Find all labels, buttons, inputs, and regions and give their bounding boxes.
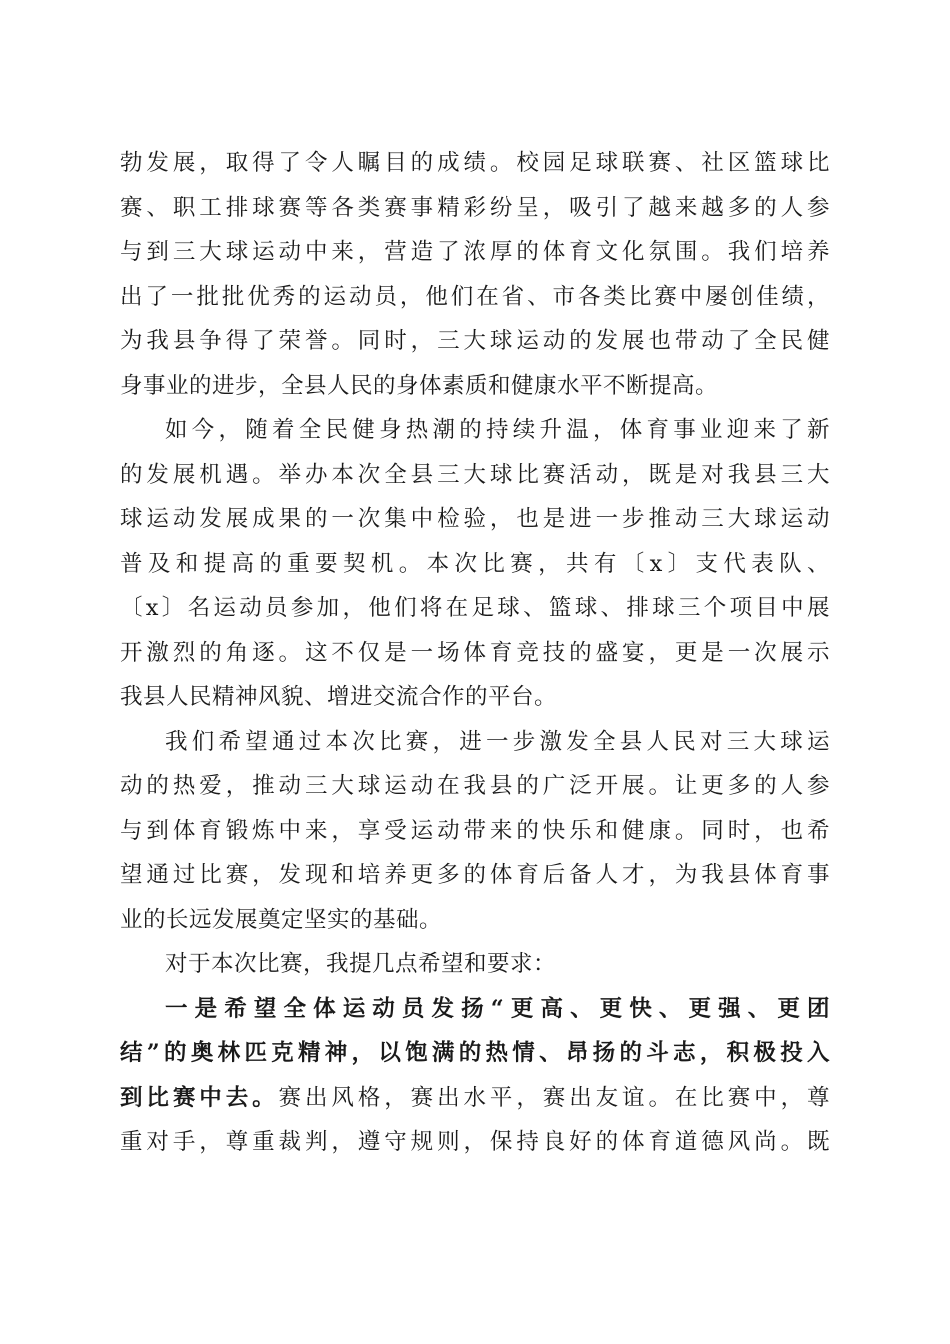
p3-line-4: 望通过比赛，发现和培养更多的体育后备人才，为我县体育事 xyxy=(120,862,830,888)
p5-line-2: 结”的奥林匹克精神，以饱满的热情、昂扬的斗志，积极投入 xyxy=(120,1040,830,1066)
p3-line-1: 我们希望通过本次比赛，进一步激发全县人民对三大球运 xyxy=(165,728,830,755)
p1-line-3: 与到三大球运动中来，营造了浓厚的体育文化氛围。我们培养 xyxy=(120,239,830,265)
p5-line-1: 一是希望全体运动员发扬“更高、更快、更强、更团 xyxy=(165,995,830,1022)
p2-line-2: 的发展机遇。举办本次全县三大球比赛活动，既是对我县三大 xyxy=(120,461,830,488)
p1-line-1: 勃发展，取得了令人瞩目的成绩。校园足球联赛、社区篮球比 xyxy=(120,150,830,176)
p5-line-3 xyxy=(120,1076,830,1121)
p3-line-2: 动的热爱，推动三大球运动在我县的广泛开展。让更多的人参 xyxy=(120,773,830,799)
document-body xyxy=(120,141,830,1165)
p3-line-5: 业的长远发展奠定坚实的基础。 xyxy=(120,906,443,933)
p2-line-4: 普及和提高的重要契机。本次比赛，共有〔x〕支代表队、 xyxy=(120,550,830,577)
p2-line-3: 球运动发展成果的一次集中检验，也是进一步推动三大球运动 xyxy=(120,506,830,532)
p1-line-5: 为我县争得了荣誉。同时，三大球运动的发展也带动了全民健 xyxy=(120,328,830,354)
p2-line-5: 〔x〕名运动员参加，他们将在足球、篮球、排球三个项目中展 xyxy=(120,595,830,621)
p5-line-3-bold: 到比赛中去。 xyxy=(120,1084,279,1111)
p3-line-3: 与到体育锻炼中来，享受运动带来的快乐和健康。同时，也希 xyxy=(120,817,830,844)
p2-line-6: 开激烈的角逐。这不仅是一场体育竞技的盛宴，更是一次展示 xyxy=(120,639,830,666)
p1-line-6: 身事业的进步，全县人民的身体素质和健康水平不断提高。 xyxy=(120,372,719,399)
p1-line-4: 出了一批批优秀的运动员，他们在省、市各类比赛中屡创佳绩， xyxy=(120,283,830,310)
p5-line-4: 重对手，尊重裁判，遵守规则，保持良好的体育道德风尚。既 xyxy=(120,1129,830,1155)
p4-line-1: 对于本次比赛，我提几点希望和要求： xyxy=(165,951,557,977)
p2-line-7: 我县人民精神风貌、增进交流合作的平台。 xyxy=(120,684,558,710)
p2-line-1: 如今，随着全民健身热潮的持续升温，体育事业迎来了新 xyxy=(165,417,830,443)
p1-line-2: 赛、职工排球赛等各类赛事精彩纷呈，吸引了越来越多的人参 xyxy=(120,194,830,221)
p5-line-3-rest: 赛出风格，赛出水平，赛出友谊。在比赛中，尊 xyxy=(278,1084,830,1111)
